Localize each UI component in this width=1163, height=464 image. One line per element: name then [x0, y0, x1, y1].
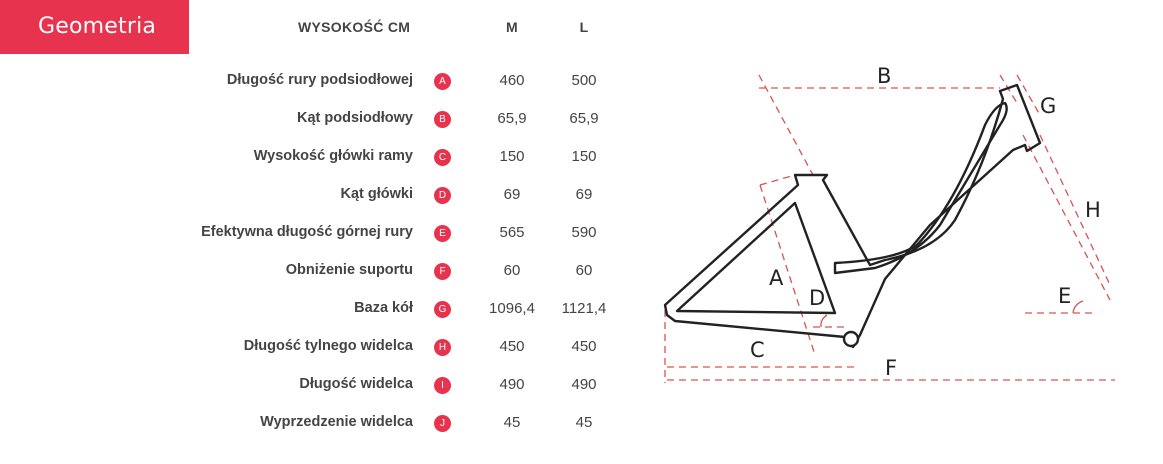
value-size-m: 565 [499, 224, 525, 241]
dim-b-ext-left [759, 75, 813, 175]
label-g: G [1040, 94, 1057, 118]
value-size-l: 60 [575, 262, 593, 279]
table-row [0, 223, 640, 243]
value-size-m: 60 [503, 262, 521, 279]
label-f: F [885, 356, 898, 380]
label-c: C [750, 338, 765, 362]
table-row [0, 147, 640, 167]
value-size-l: 65,9 [569, 110, 599, 127]
value-size-m: 460 [499, 72, 525, 89]
row-label: Baza kół [354, 300, 413, 316]
label-e: E [1058, 284, 1072, 308]
row-label: Długość tylnego widelca [243, 338, 413, 354]
table-row [0, 375, 640, 395]
row-badge: H [434, 339, 451, 356]
row-label: Wysokość główki ramy [253, 148, 413, 164]
row-label: Długość widelca [299, 376, 413, 392]
value-size-l: 150 [571, 148, 597, 165]
value-size-l: 450 [571, 338, 597, 355]
bottom-bracket [844, 332, 858, 346]
column-header-size-m: M [506, 19, 518, 35]
row-badge: B [434, 111, 451, 128]
geometry-tab[interactable]: Geometria [0, 0, 189, 54]
row-badge: I [434, 377, 451, 394]
frame-diagram [655, 55, 1125, 395]
table-row [0, 71, 640, 91]
value-size-m: 45 [503, 414, 521, 431]
table-row [0, 337, 640, 357]
row-label: Wyprzedzenie widelca [260, 414, 413, 430]
label-d: D [809, 286, 826, 310]
value-size-l: 45 [575, 414, 593, 431]
value-size-m: 150 [499, 148, 525, 165]
row-badge: C [434, 149, 451, 166]
column-header-label: WYSOKOŚĆ CM [298, 19, 411, 35]
value-size-l: 69 [575, 186, 593, 203]
row-label: Kąt główki [340, 186, 413, 202]
value-size-l: 490 [571, 376, 597, 393]
angle-d-arc [821, 315, 827, 327]
value-size-m: 1096,4 [489, 300, 535, 317]
row-label: Obniżenie suportu [285, 262, 413, 278]
value-size-m: 65,9 [497, 110, 527, 127]
table-row [0, 299, 640, 319]
table-row [0, 261, 640, 281]
row-badge: A [434, 73, 451, 90]
row-badge: E [434, 225, 451, 242]
column-header-size-l: L [579, 19, 589, 35]
row-badge: D [434, 187, 451, 204]
row-badge: F [434, 263, 451, 280]
row-badge: J [434, 415, 451, 432]
table-row [0, 185, 640, 205]
row-badge: G [434, 301, 451, 318]
row-label: Kąt podsiodłowy [297, 110, 413, 126]
label-a: A [769, 266, 784, 290]
value-size-m: 490 [499, 376, 525, 393]
label-h: H [1085, 198, 1101, 222]
frame-outline [665, 85, 1040, 347]
table-row [0, 109, 640, 129]
row-label: Długość rury podsiodłowej [226, 72, 413, 88]
dim-a-ext [760, 175, 795, 185]
table-row [0, 413, 640, 433]
label-b: B [877, 64, 892, 88]
value-size-l: 1121,4 [561, 300, 607, 317]
value-size-l: 500 [571, 72, 597, 89]
value-size-l: 590 [571, 224, 597, 241]
row-label: Efektywna długość górnej rury [201, 224, 413, 240]
value-size-m: 69 [503, 186, 521, 203]
angle-e-arc [1073, 301, 1083, 313]
value-size-m: 450 [499, 338, 525, 355]
